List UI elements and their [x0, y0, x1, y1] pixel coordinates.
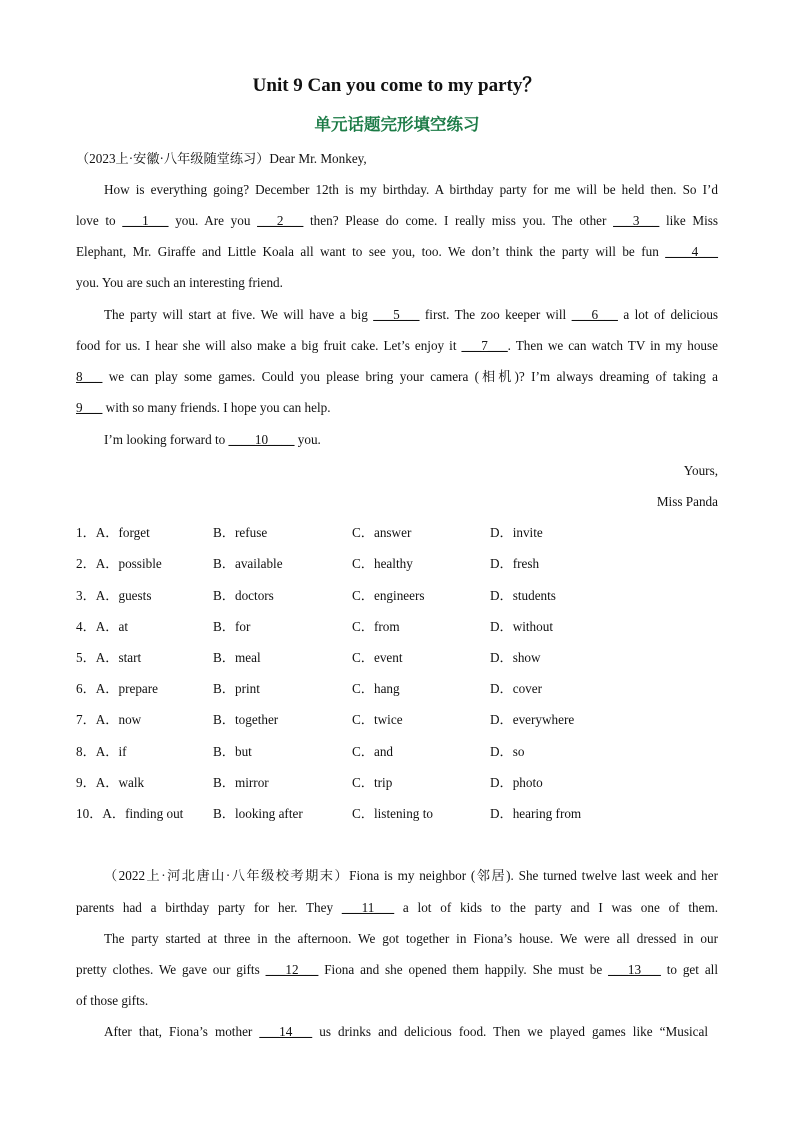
- greeting: Dear Mr. Monkey,: [269, 151, 367, 166]
- passage1-line: [76, 243, 718, 261]
- option-a: [76, 680, 158, 698]
- text: parents had a birthday party for her. They: [76, 900, 334, 915]
- option-d: D．fresh: [490, 556, 540, 571]
- option-c: C．trip: [352, 775, 393, 790]
- blank-3: ___3___: [613, 213, 660, 228]
- text: us drinks and delicious food. Then we played games like “Musical: [319, 1024, 708, 1039]
- source-note: （2023上·安徽·八年级随堂练习）: [76, 151, 270, 166]
- text: Elephant, Mr. Giraffe and Little Koala all want to see you, too. We don’t think the party will be fun: [76, 244, 659, 259]
- option-d: D．so: [490, 744, 525, 759]
- option-a: [76, 743, 127, 761]
- option-a: [76, 711, 141, 729]
- option-a-text: A．at: [95, 619, 129, 634]
- text: you. Are you: [175, 213, 251, 228]
- option-a-text: A．finding out: [102, 806, 184, 821]
- passage2-line: [76, 899, 718, 917]
- option-c: C．engineers: [352, 588, 425, 603]
- question-number: 3．: [76, 588, 96, 603]
- option-c: C．event: [352, 650, 403, 665]
- passage2-line: （2022上·河北唐山·八年级校考期末）Fiona is my neighbor (邻居). She turned twelve last week and her: [104, 868, 718, 883]
- passage2-line: of those gifts.: [76, 993, 149, 1008]
- option-d: D．without: [490, 619, 554, 634]
- blank-8: 8___: [76, 369, 103, 384]
- text: first. The zoo keeper will: [424, 307, 567, 322]
- text: The party will start at five. We will have a big: [104, 307, 368, 322]
- question-number: 4．: [76, 619, 96, 634]
- option-a: [76, 649, 141, 667]
- option-a: [76, 805, 183, 823]
- blank-11: ___11___: [341, 900, 395, 915]
- passage2-line: [104, 1023, 708, 1041]
- question-number: 5．: [76, 650, 96, 665]
- option-d: D．students: [490, 588, 556, 603]
- option-d: D．hearing from: [490, 806, 582, 821]
- option-a-text: A．if: [95, 744, 127, 759]
- option-c: C．hang: [352, 681, 400, 696]
- option-a-text: A．forget: [95, 525, 150, 540]
- passage1-line: you. You are such an interesting friend.: [76, 275, 283, 290]
- passage1-line: [104, 431, 718, 449]
- option-a-text: A．walk: [95, 775, 145, 790]
- page-title: Unit 9 Can you come to my party？: [252, 75, 542, 96]
- option-b: B．refuse: [213, 525, 268, 540]
- blank-1: ___1___: [122, 213, 169, 228]
- option-b: B．but: [213, 744, 252, 759]
- question-number: 2．: [76, 556, 96, 571]
- blank-9: 9___: [76, 400, 103, 415]
- option-d: D．invite: [490, 525, 543, 540]
- text: with so many friends. I hope you can help.: [105, 400, 331, 415]
- passage2-line: The party started at three in the afternoon. We got together in Fiona’s house. We were all dressed in our: [104, 931, 718, 946]
- blank-13: ___13___: [608, 962, 661, 977]
- signature: Miss Panda: [656, 494, 718, 509]
- question-number: 8．: [76, 744, 96, 759]
- option-c: C．twice: [352, 712, 403, 727]
- text: like Miss: [665, 213, 719, 228]
- blank-7: ___7___: [461, 338, 508, 353]
- closing: Yours,: [683, 463, 718, 478]
- text: to get all: [666, 962, 719, 977]
- blank-14: ___14___: [259, 1024, 313, 1039]
- option-a: [76, 524, 150, 542]
- option-a: [76, 618, 128, 636]
- question-number: 6．: [76, 681, 96, 696]
- option-a: [76, 587, 151, 605]
- option-d: D．show: [490, 650, 541, 665]
- text: love to: [76, 213, 116, 228]
- blank-5: ___5___: [373, 307, 420, 322]
- text: . Then we can watch TV in my house: [507, 338, 718, 353]
- option-a-text: A．now: [95, 712, 142, 727]
- passage1-line: [76, 212, 718, 230]
- option-b: B．meal: [213, 650, 261, 665]
- option-b: B．available: [213, 556, 283, 571]
- text: a lot of kids to the party and I was one of them.: [402, 900, 719, 915]
- option-a-text: A．possible: [95, 556, 162, 571]
- option-c: C．and: [352, 744, 394, 759]
- option-a-text: A．prepare: [95, 681, 159, 696]
- text: then? Please do come. I really miss you. The other: [309, 213, 607, 228]
- option-d: D．cover: [490, 681, 542, 696]
- option-b: B．print: [213, 681, 260, 696]
- passage1-header: [76, 150, 718, 168]
- option-c: C．healthy: [352, 556, 413, 571]
- text: a lot of delicious: [623, 307, 719, 322]
- option-a: [76, 555, 162, 573]
- option-a: [76, 774, 144, 792]
- option-b: B．mirror: [213, 775, 269, 790]
- question-number: 7．: [76, 712, 96, 727]
- option-d: D．photo: [490, 775, 543, 790]
- text: we can play some games. Could you please bring your camera (相机)? I’m always dreaming of taking a: [108, 369, 719, 384]
- page-subtitle: 单元话题完形填空练习: [314, 115, 480, 134]
- passage1-line: [104, 306, 718, 324]
- option-c: C．from: [352, 619, 400, 634]
- option-d: D．everywhere: [490, 712, 575, 727]
- blank-12: ___12___: [265, 962, 319, 977]
- text: food for us. I hear she will also make a big fruit cake. Let’s enjoy it: [76, 338, 457, 353]
- blank-6: ___6___: [571, 307, 618, 322]
- passage1-line: [76, 399, 718, 417]
- blank-10: ____10____: [228, 432, 295, 447]
- passage2-line: [76, 961, 718, 979]
- question-number: 10．: [76, 806, 103, 821]
- option-a-text: A．guests: [95, 588, 152, 603]
- text: you.: [297, 432, 321, 447]
- option-c: C．answer: [352, 525, 412, 540]
- option-b: B．doctors: [213, 588, 274, 603]
- question-number: 1．: [76, 525, 96, 540]
- passage1-line: How is everything going? December 12th is my birthday. A birthday party for me will be held then. So I’d: [104, 182, 718, 197]
- text: pretty clothes. We gave our gifts: [76, 962, 260, 977]
- passage1-line: [76, 368, 718, 386]
- option-b: B．together: [213, 712, 279, 727]
- option-a-text: A．start: [95, 650, 142, 665]
- option-c: C．listening to: [352, 806, 433, 821]
- text: Fiona and she opened them happily. She must be: [324, 962, 603, 977]
- passage1-line: [76, 337, 718, 355]
- option-b: B．looking after: [213, 806, 303, 821]
- text: I’m looking forward to: [104, 432, 226, 447]
- blank-2: ___2___: [257, 213, 304, 228]
- text: After that, Fiona’s mother: [104, 1024, 253, 1039]
- question-number: 9．: [76, 775, 96, 790]
- blank-4: ____4___: [665, 244, 718, 259]
- option-b: B．for: [213, 619, 251, 634]
